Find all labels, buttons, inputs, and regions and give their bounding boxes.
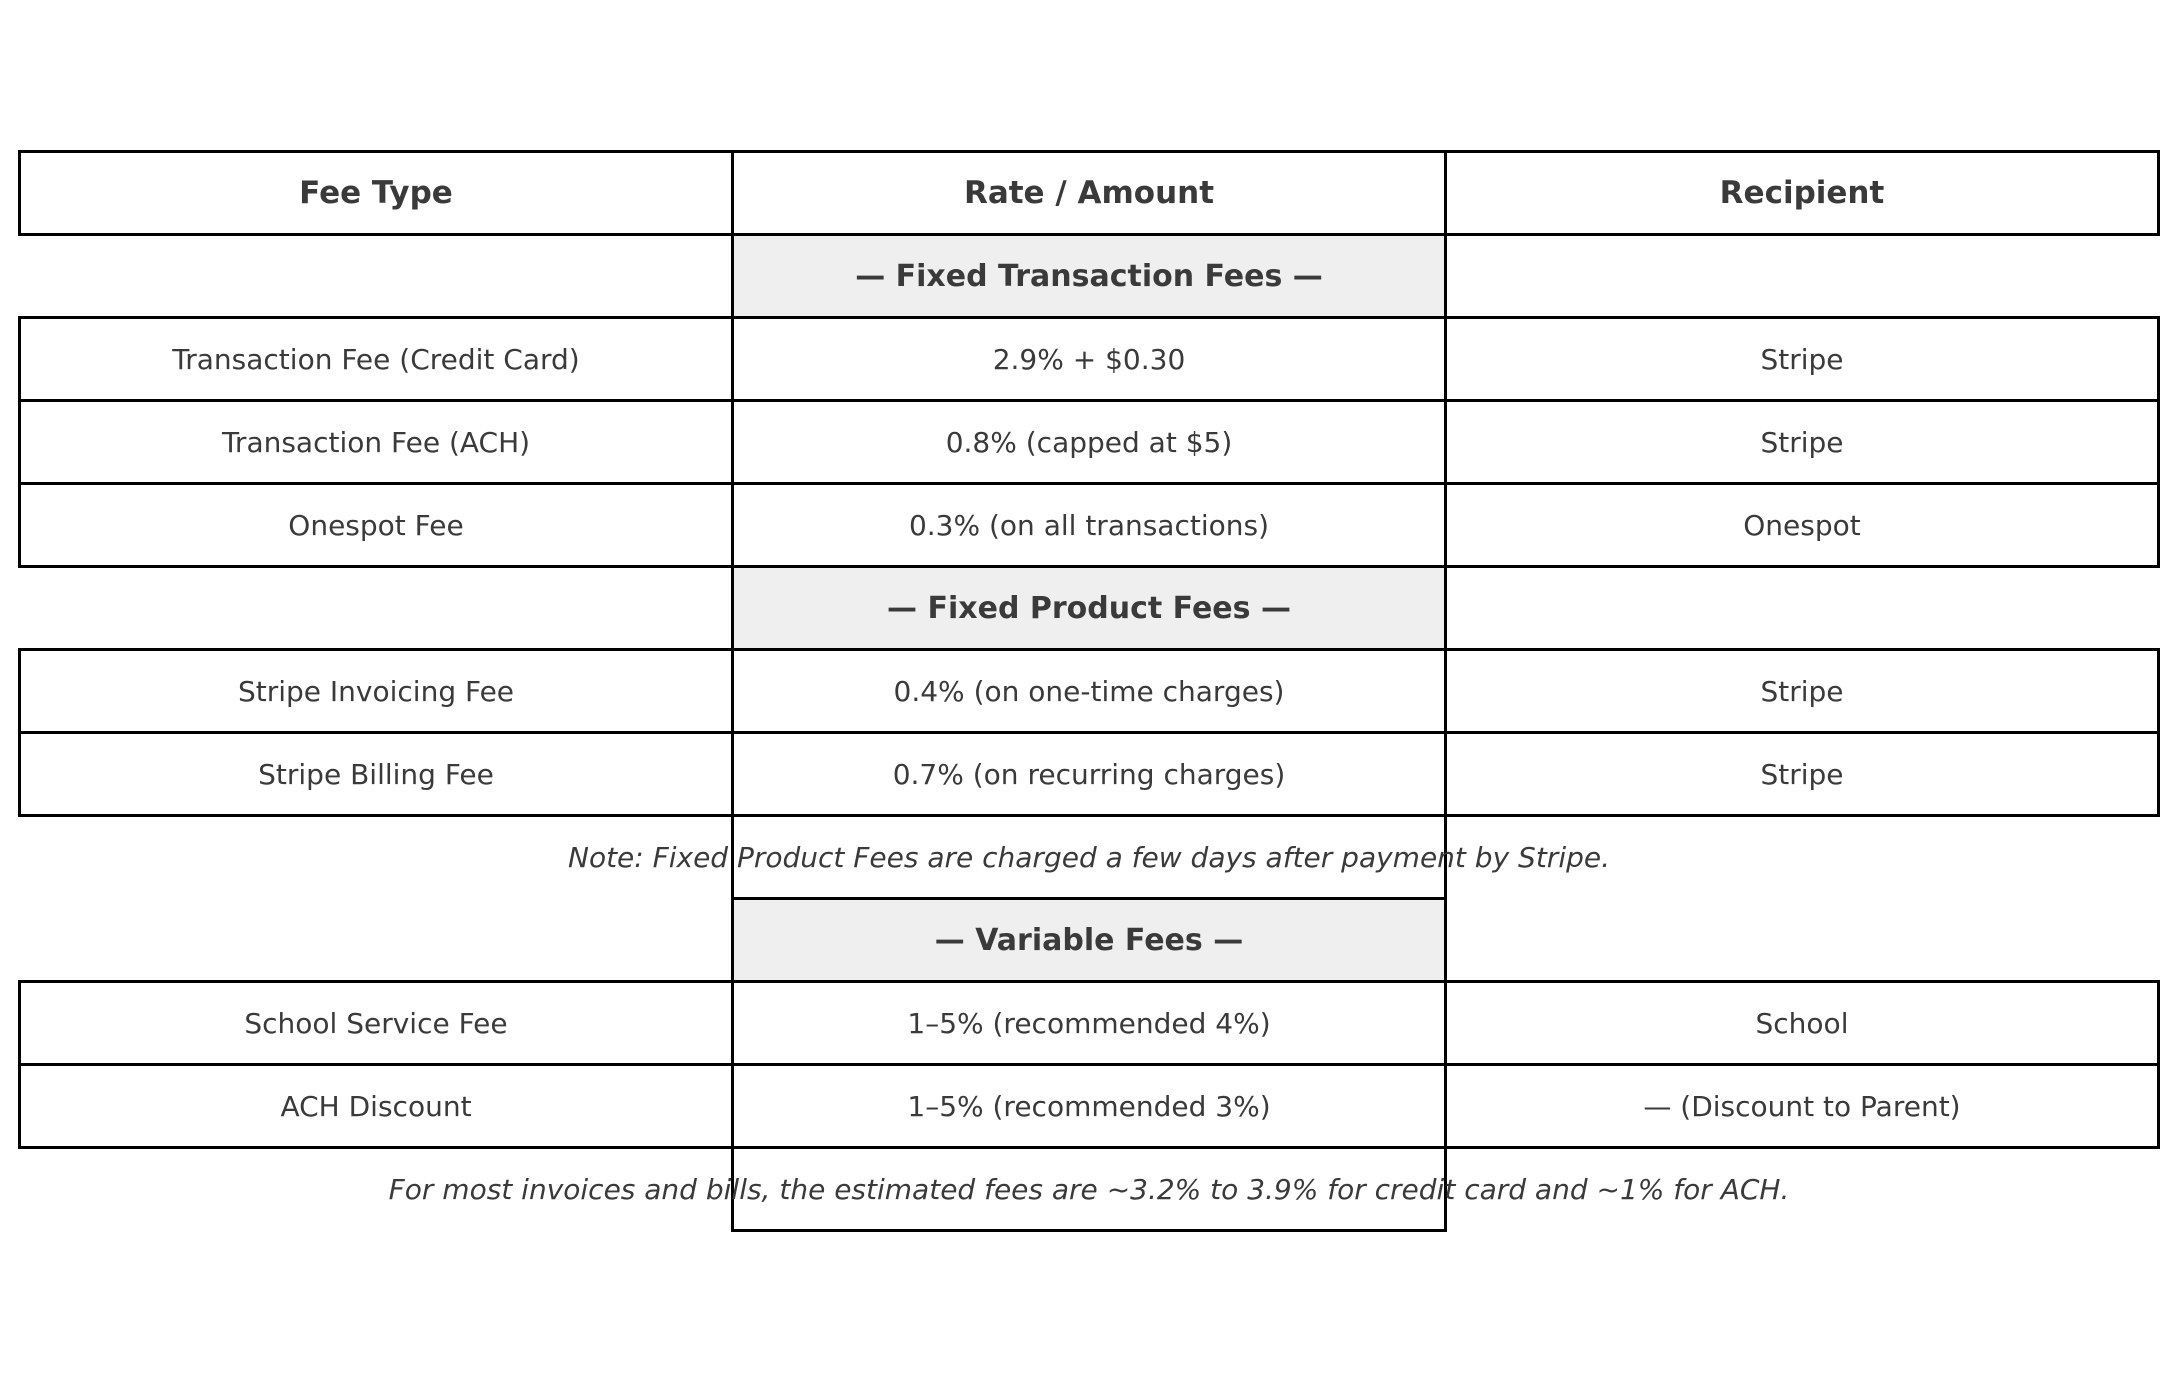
cell-recipient: Onespot xyxy=(1446,484,2159,567)
section-row-fixed-product-fees xyxy=(20,567,2159,650)
cell-fee-type: Stripe Billing Fee xyxy=(20,733,733,816)
cell-rate-amount: 2.9% + $0.30 xyxy=(733,318,1446,401)
blank-cell xyxy=(20,899,733,982)
note-estimated-fees-text: For most invoices and bills, the estimated fees are ~3.2% to 3.9% for credit card and ~1% for ACH. xyxy=(388,1172,1790,1206)
cell-rate-amount: 0.4% (on one-time charges) xyxy=(733,650,1446,733)
column-header-recipient: Recipient xyxy=(1446,152,2159,235)
section-title-fixed-transaction-fees: — Fixed Transaction Fees — xyxy=(733,235,1446,318)
table-row-stripe-billing-fee xyxy=(20,733,2159,816)
section-row-variable-fees xyxy=(20,899,2159,982)
cell-rate-amount: 0.7% (on recurring charges) xyxy=(733,733,1446,816)
table-row-ach-discount xyxy=(20,1065,2159,1148)
section-row-fixed-transaction-fees xyxy=(20,235,2159,318)
table-row-onespot-fee xyxy=(20,484,2159,567)
cell-recipient: — (Discount to Parent) xyxy=(1446,1065,2159,1148)
blank-cell xyxy=(1446,567,2159,650)
cell-rate-amount: 0.8% (capped at $5) xyxy=(733,401,1446,484)
note-estimated-fees xyxy=(388,1148,1790,1231)
cell-rate-amount: 1–5% (recommended 4%) xyxy=(733,982,1446,1065)
blank-cell xyxy=(20,235,733,318)
cell-recipient: School xyxy=(1446,982,2159,1065)
table-row-stripe-invoicing-fee xyxy=(20,650,2159,733)
section-title-fixed-product-fees: — Fixed Product Fees — xyxy=(733,567,1446,650)
blank-cell xyxy=(1446,899,2159,982)
cell-fee-type: ACH Discount xyxy=(20,1065,733,1148)
note-row-fixed-product-fees xyxy=(20,816,2159,899)
cell-fee-type: Onespot Fee xyxy=(20,484,733,567)
cell-fee-type: Transaction Fee (ACH) xyxy=(20,401,733,484)
cell-fee-type: School Service Fee xyxy=(20,982,733,1065)
note-row-estimated-fees xyxy=(20,1148,2159,1231)
blank-cell xyxy=(1446,235,2159,318)
note-fixed-product-fees xyxy=(567,816,1611,899)
cell-recipient: Stripe xyxy=(1446,733,2159,816)
table-row-transaction-fee-ach xyxy=(20,401,2159,484)
cell-rate-amount: 1–5% (recommended 3%) xyxy=(733,1065,1446,1148)
cell-recipient: Stripe xyxy=(1446,318,2159,401)
cell-fee-type: Transaction Fee (Credit Card) xyxy=(20,318,733,401)
cell-rate-amount: 0.3% (on all transactions) xyxy=(733,484,1446,567)
cell-recipient: Stripe xyxy=(1446,650,2159,733)
cell-recipient: Stripe xyxy=(1446,401,2159,484)
note-fixed-product-fees-text: Note: Fixed Product Fees are charged a few days after payment by Stripe. xyxy=(567,840,1611,874)
table-row-transaction-fee-credit-card xyxy=(20,318,2159,401)
section-title-variable-fees: — Variable Fees — xyxy=(733,899,1446,982)
cell-fee-type: Stripe Invoicing Fee xyxy=(20,650,733,733)
table-header-row xyxy=(20,152,2159,235)
column-header-rate-amount: Rate / Amount xyxy=(733,152,1446,235)
fee-schedule-table xyxy=(18,150,2160,1232)
blank-cell xyxy=(20,567,733,650)
column-header-fee-type: Fee Type xyxy=(20,152,733,235)
table-row-school-service-fee xyxy=(20,982,2159,1065)
